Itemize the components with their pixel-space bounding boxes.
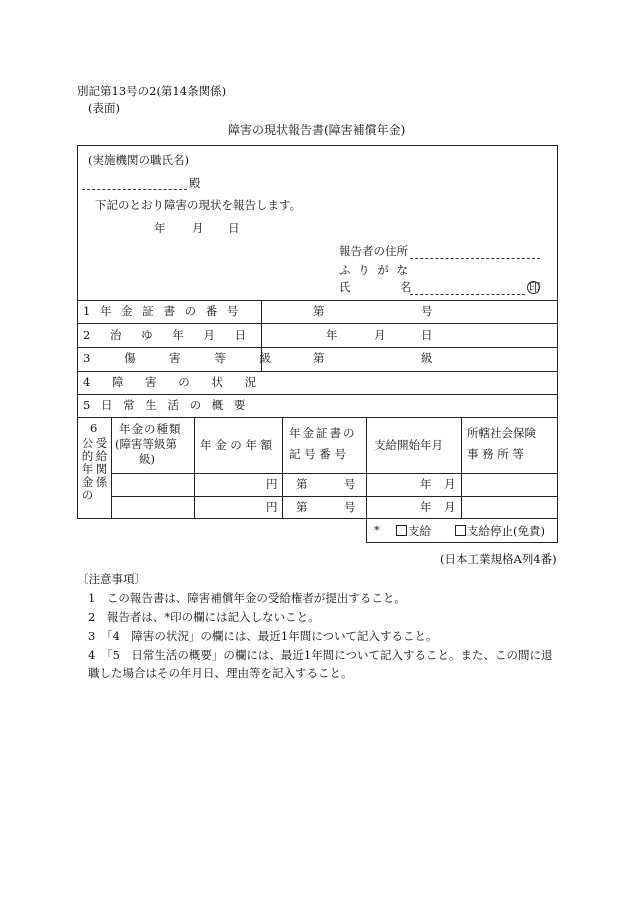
header-kind-line1: 年金の種類 [119, 422, 182, 436]
agency-name-line[interactable] [82, 189, 187, 190]
row-3-kyu: 級 [421, 351, 433, 365]
checkbox-icon[interactable] [396, 525, 407, 536]
sec6-number: 6 [90, 421, 98, 435]
row-1-go: 号 [421, 304, 433, 318]
sec6-vertical-label-b: 受給関係 [95, 436, 108, 489]
date-year: 年 [154, 221, 166, 235]
note-item-4: 4 「5 日常生活の概要」の欄には、最近1年間について記入すること。また、この間に退職した場合はその年月日、理由等を記入すること。 [88, 648, 553, 680]
sec6-row-divider [111, 473, 558, 474]
date-day: 日 [228, 221, 240, 235]
sec6-col-divider [194, 417, 195, 519]
row-5-label: 5 日 常 生 活 の 概 要 [83, 398, 246, 412]
header-office-line1: 所轄社会保険 [467, 426, 536, 440]
name-line[interactable] [410, 294, 525, 295]
header-cert-line1: 年金証書の [289, 426, 357, 440]
address-line[interactable] [410, 258, 540, 259]
name-label-2: 名 [400, 280, 412, 294]
header-start: 支給開始年月 [374, 438, 443, 452]
row-divider [77, 323, 558, 324]
form-title: 障害の現状報告書(障害補償年金) [228, 123, 406, 137]
status-option-suspended[interactable] [455, 525, 545, 538]
sec6-row2-year: 年 [420, 500, 432, 514]
intro-text: 下記のとおり障害の現状を報告します。 [95, 198, 302, 212]
sec6-col-divider [461, 417, 462, 519]
sec6-col-divider [366, 417, 367, 519]
sec6-vertical-label-a: 公的年金の [81, 436, 94, 502]
status-option-paid[interactable] [396, 525, 431, 538]
sec6-row-divider [111, 496, 558, 497]
row-4-label: 4 障 害 の 状 況 [83, 375, 257, 389]
row-3-label: 3 傷 害 等 級 [83, 351, 271, 365]
row-1-dai: 第 [313, 304, 325, 318]
header-kind-line2: (障害等級第 [115, 437, 177, 451]
sec6-row1-dai: 第 [296, 477, 308, 491]
sec6-row2-dai: 第 [296, 500, 308, 514]
form-number: 別記第13号の2(第14条関係) [77, 84, 227, 98]
sec6-row1-year: 年 [420, 477, 432, 491]
sec6-row2-go: 号 [344, 500, 356, 514]
note-item-2: 2 報告者は、*印の欄には記入しないこと。 [88, 610, 320, 624]
sec6-row1-month: 月 [444, 477, 456, 491]
row-2-day: 日 [421, 328, 433, 342]
header-kind-line3: 級) [139, 452, 155, 466]
sec6-col-divider [111, 417, 112, 519]
sec6-row1-yen: 円 [266, 477, 278, 491]
header-office-line2: 事 務 所 等 [467, 447, 524, 461]
address-label: 報告者の住所 [339, 244, 408, 258]
row-divider [77, 300, 558, 301]
row-2-label: 2 治 ゆ 年 月 日 [83, 328, 247, 342]
status-option-suspended-label: 支給停止(免責) [467, 524, 545, 538]
row-divider [77, 417, 558, 418]
header-cert-line2: 記 号 番 号 [289, 447, 346, 461]
sec6-row2-month: 月 [444, 500, 456, 514]
row-1-label: 1 年 金 証 書 の 番 号 [83, 304, 239, 318]
note-item-3: 3 「4 障害の状況」の欄には、最近1年間について記入すること。 [88, 629, 438, 643]
status-asterisk: * [374, 523, 380, 537]
checkbox-icon[interactable] [455, 525, 466, 536]
date-month: 月 [192, 221, 204, 235]
sec6-row2-yen: 円 [266, 500, 278, 514]
row-divider [77, 394, 558, 395]
row-3-dai: 第 [313, 351, 325, 365]
row-divider [77, 347, 558, 348]
seal-circle-icon [527, 281, 540, 294]
furigana-label: ふ り が な [339, 263, 410, 277]
name-label-1: 氏 [339, 280, 351, 294]
sec6-row1-go: 号 [344, 477, 356, 491]
row-2-year: 年 [326, 328, 338, 342]
form-side-label: (表面) [88, 101, 120, 115]
row-2-month: 月 [374, 328, 386, 342]
seal-mark: 印 [529, 280, 541, 294]
notes-heading: 〔注意事項〕 [77, 572, 146, 586]
agency-label: (実施機関の職氏名) [88, 153, 189, 167]
jis-size-note: (日本工業規格A列4番) [440, 552, 557, 566]
status-option-paid-label: 支給 [408, 524, 431, 538]
row-divider [77, 371, 558, 372]
honorific: 殿 [189, 176, 201, 190]
header-amount: 年 金 の 年 額 [200, 438, 273, 452]
note-item-1: 1 この報告書は、障害補償年金の受給権者が提出すること。 [88, 591, 406, 605]
sec6-col-divider [282, 417, 283, 519]
